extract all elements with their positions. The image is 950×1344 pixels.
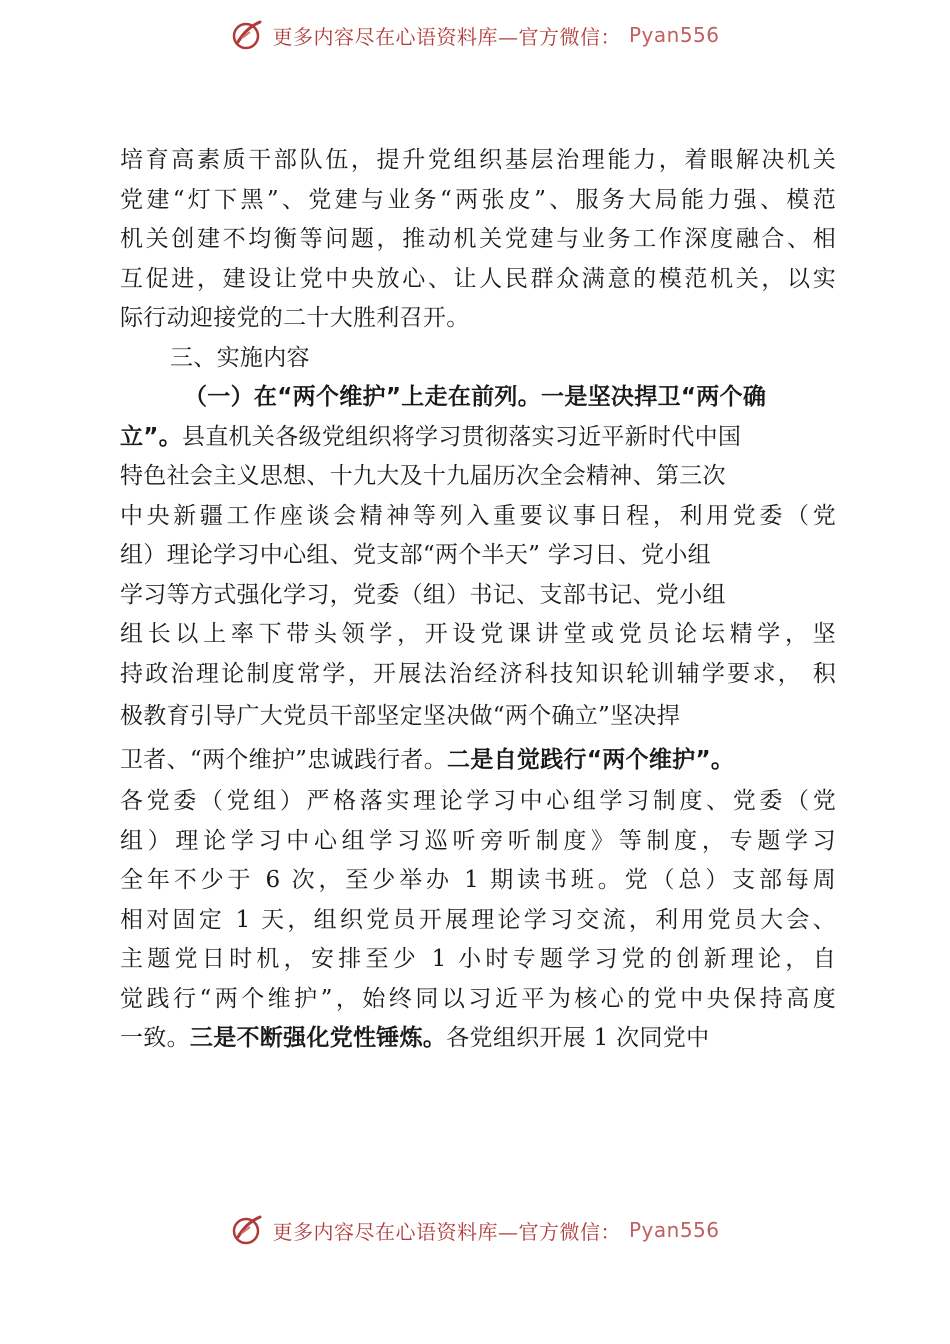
body-line: 学习等方式强化学习，党委（组）书记、支部书记、党小组 [120,581,726,608]
body-line: 中央新疆工作座谈会精神等列入重要议事日程，利用党委（党 [120,502,836,529]
subsection-heading: （一）在“两个维护”上走在前列。一是坚决捍卫“两个确 [184,384,767,410]
document-body [120,141,836,1059]
watermark-wechat-id: Pyan556 [628,23,720,47]
body-line: 立”。县直机关各级党组织将学习贯彻落实习近平新时代中国 [120,423,742,450]
body-line: 特色社会主义思想、十九大及十九届历次全会精神、第三次 [120,463,726,489]
watermark-footer [0,1213,950,1247]
brush-logo-icon [230,18,264,52]
watermark-header [0,18,950,52]
body-line: 一致。三是不断强化党性锤炼。各党组织开展 1 次同党中 [120,1025,710,1051]
section-heading: 三、实施内容 [170,344,310,371]
brush-logo-icon [230,1213,264,1247]
body-line: 主题党日时机，安排至少 1 小时专题学习党的创新理论，自 [120,946,836,972]
body-line: 各党委（党组）严格落实理论学习中心组学习制度、党委（党 [120,788,836,814]
watermark-text: 更多内容尽在心语资料库—官方微信： [272,1219,621,1244]
watermark-wechat-id: Pyan556 [628,1218,720,1242]
body-line: 卫者、“两个维护”忠诚践行者。二是自觉践行“两个维护”。 [120,747,735,773]
body-line: 培育高素质干部队伍，提升党组织基层治理能力，着眼解决机关 [120,147,836,173]
watermark-text: 更多内容尽在心语资料库—官方微信： [272,24,621,49]
body-line: 觉践行“两个维护”，始终同以习近平为核心的党中央保持高度 [120,985,836,1012]
body-line: 组）理论学习中心组学习巡听旁听制度》等制度，专题学习 [120,827,836,854]
body-line: 极教育引导广大党员干部坚定坚决做“两个确立”坚决捍 [120,703,681,729]
body-line: 互促进，建设让党中央放心、让人民群众满意的模范机关，以实 [120,265,836,292]
body-line: 全年不少于 6 次，至少举办 1 期读书班。党（总）支部每周 [120,867,836,893]
body-line: 党建“灯下黑”、党建与业务“两张皮”、服务大局能力强、模范 [120,186,836,213]
body-line: 际行动迎接党的二十大胜利召开。 [120,305,470,331]
body-line: 组长以上率下带头领学，开设党课讲堂或党员论坛精学，坚 [120,621,836,647]
body-line: 组）理论学习中心组、党支部“两个半天” 学习日、党小组 [120,542,711,568]
body-line: 持政治理论制度常学，开展法治经济科技知识轮训辅学要求， 积 [120,660,836,687]
body-line: 相对固定 1 天，组织党员开展理论学习交流，利用党员大会、 [120,906,836,933]
body-line: 机关创建不均衡等问题，推动机关党建与业务工作深度融合、相 [120,226,836,252]
